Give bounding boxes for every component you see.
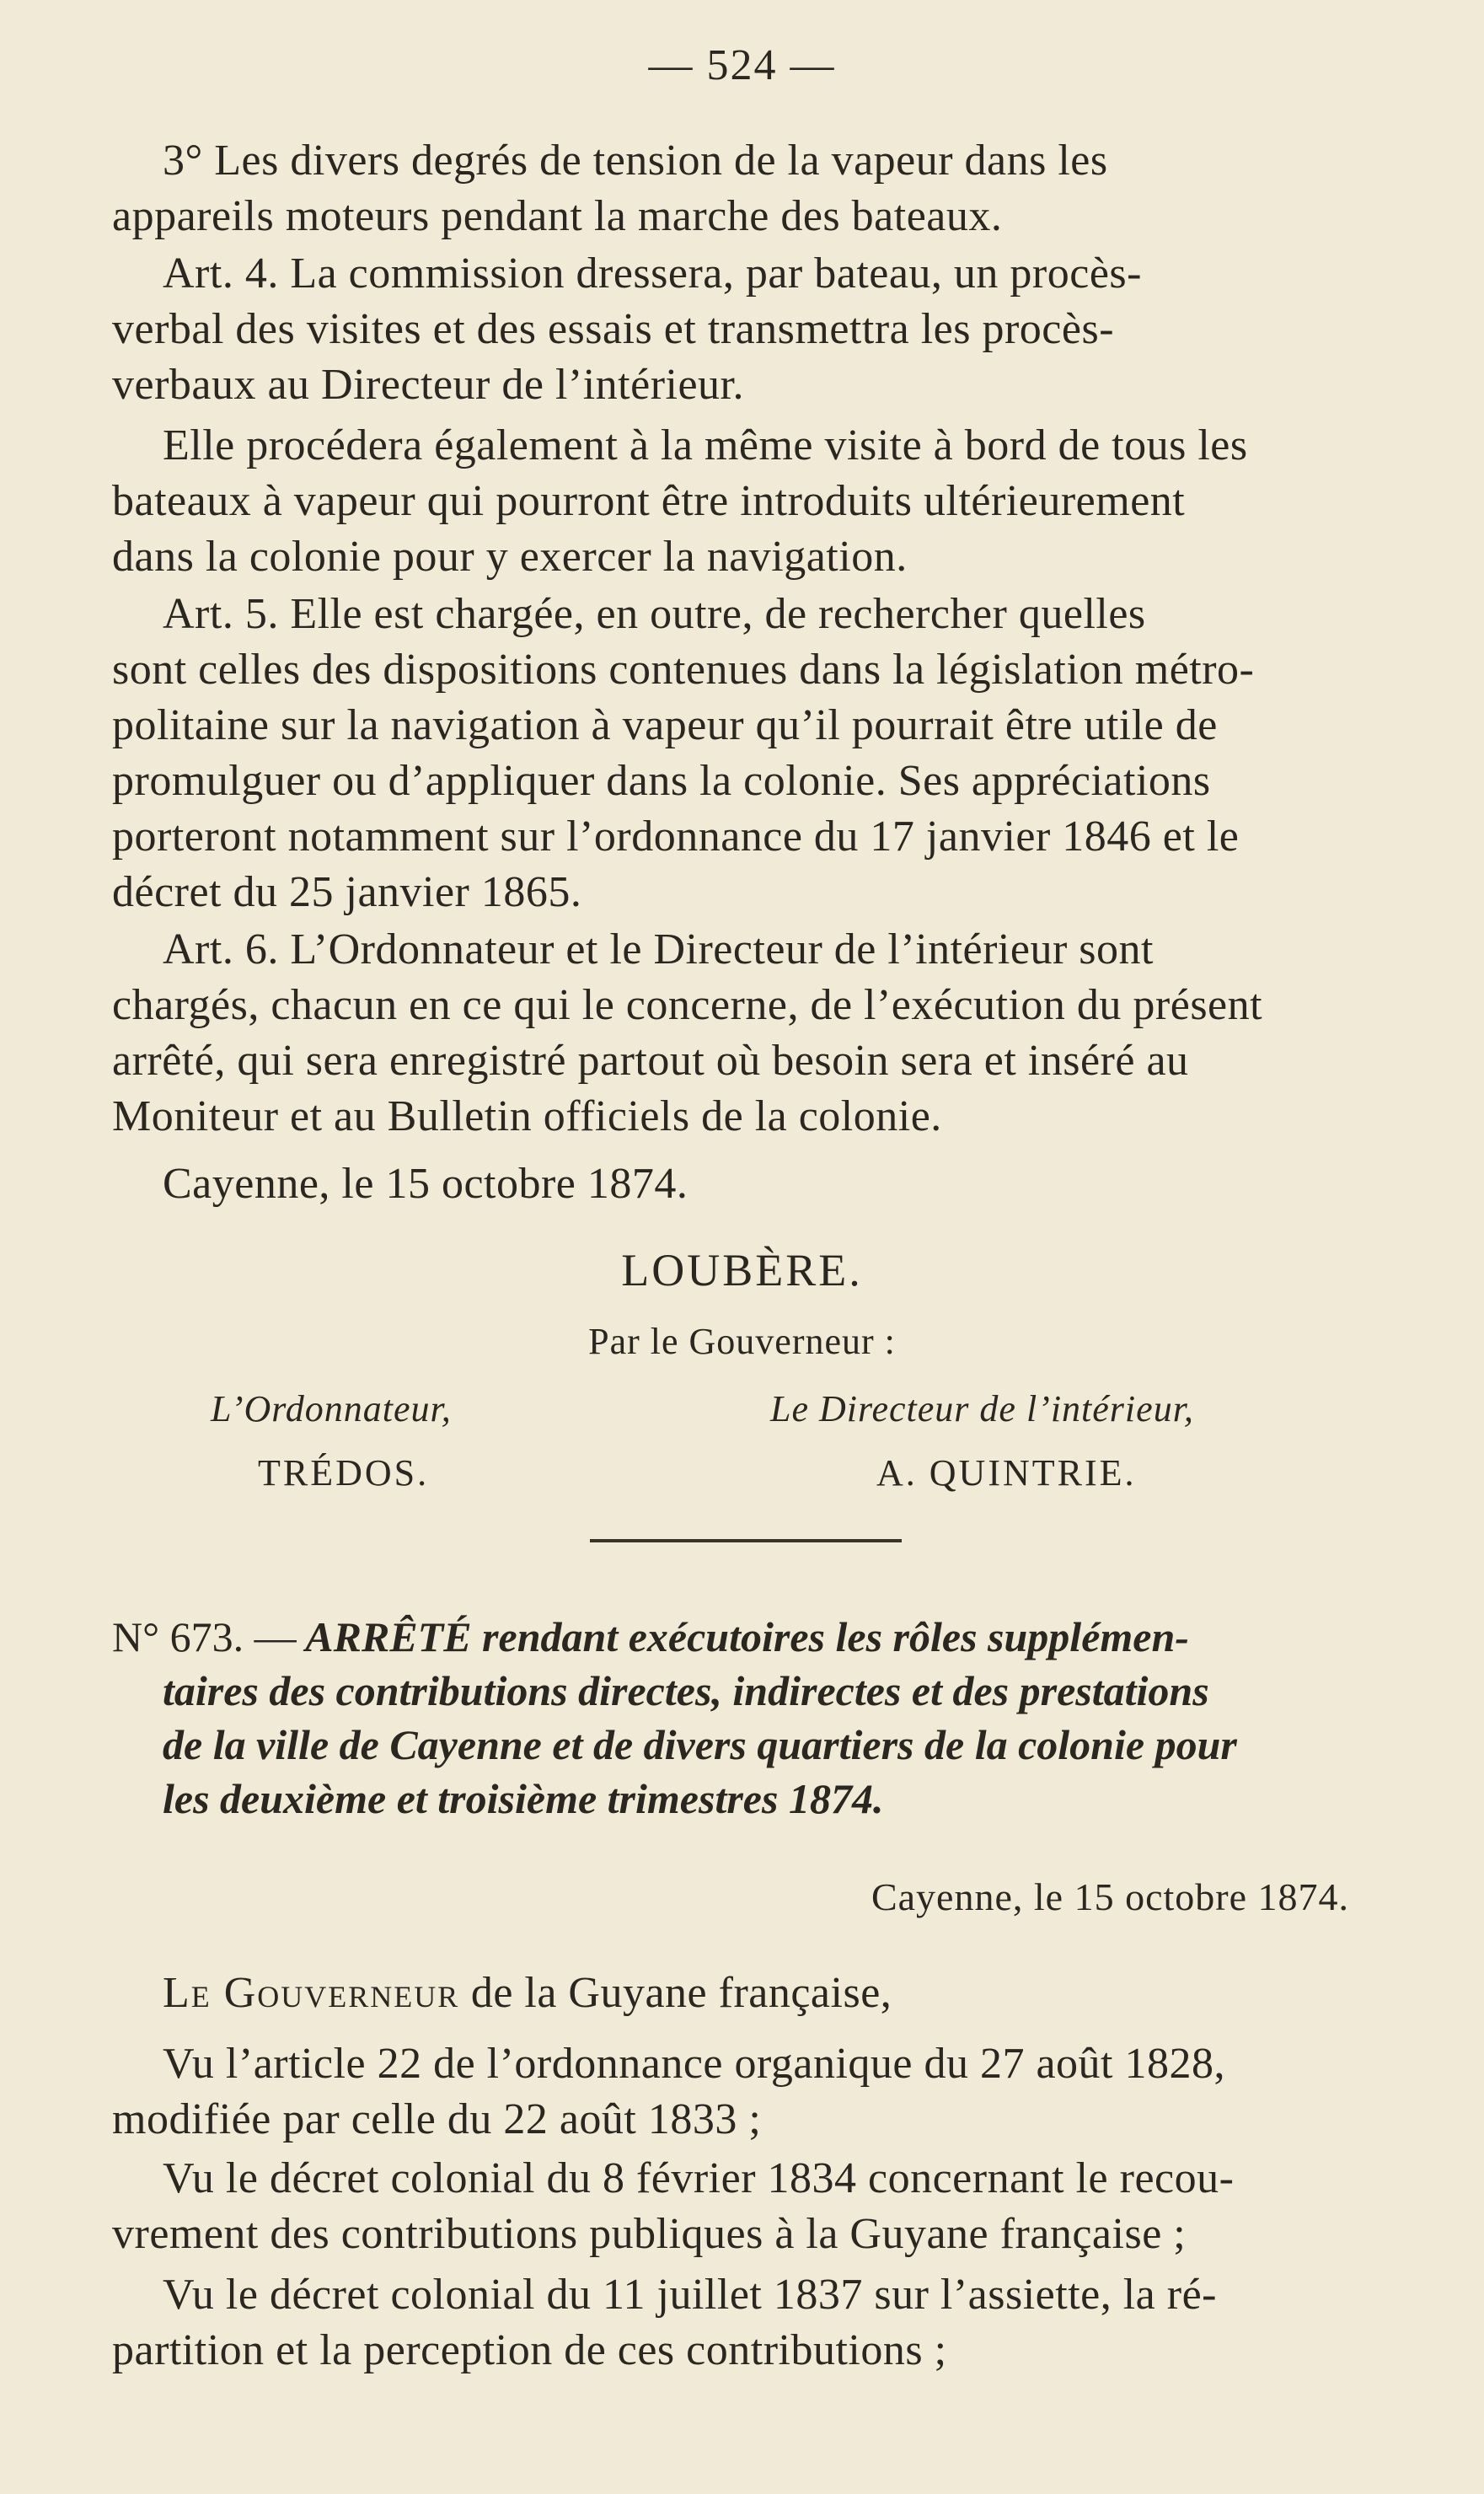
- decree-date: Cayenne, le 15 octobre 1874.: [871, 1875, 1349, 1918]
- text-line: 3° Les divers degrés de tension de la vapeur dans les: [163, 137, 1108, 185]
- text-line: Art. 6. L’Ordonnateur et le Directeur de l’intérieur sont: [163, 925, 1154, 973]
- title-line: de la ville de Cayenne et de divers quartiers de la colonie pour: [163, 1721, 1237, 1768]
- paragraph-art-4: [112, 246, 1386, 413]
- ordonnateur-name: TRÉDOS.: [258, 1452, 430, 1494]
- ordonnateur-title: L’Ordonnateur,: [211, 1388, 452, 1429]
- text-line: arrêté, qui sera enregistré partout où besoin sera et inséré au: [112, 1037, 1189, 1085]
- text-line: Art. 4. La commission dressera, par bateau, un procès-: [163, 249, 1142, 298]
- paragraph-art-5: [112, 587, 1386, 920]
- title-line: ARRÊTÉ rendant exécutoires les rôles supplémen-: [305, 1613, 1189, 1660]
- signature-governor: LOUBÈRE.: [621, 1245, 863, 1295]
- text-line: Moniteur et au Bulletin officiels de la colonie.: [112, 1092, 942, 1140]
- text-line: appareils moteurs pendant la marche des bateaux.: [112, 192, 1003, 240]
- paragraph-gouverneur: [112, 1966, 1386, 2021]
- text-line: bateaux à vapeur qui pourront être introduits ultérieurement: [112, 477, 1186, 525]
- text-line: décret du 25 janvier 1865.: [112, 868, 582, 916]
- title-line: les deuxième et troisième trimestres 1874.: [163, 1775, 884, 1822]
- gouverneur-rest: de la Guyane française,: [459, 1969, 892, 2017]
- paragraph-vu-3: [112, 2267, 1386, 2379]
- page-number: — 524 —: [648, 41, 836, 89]
- text-line: sont celles des dispositions contenues dans la législation métro-: [112, 646, 1255, 694]
- paragraph-vapeur: [112, 133, 1386, 244]
- text-line: Vu le décret colonial du 8 février 1834 concernant le recou-: [163, 2154, 1235, 2202]
- date-line: [112, 1156, 1386, 1212]
- gouverneur-lead: Le Gouverneur: [163, 1969, 460, 2017]
- directeur-name: A. QUINTRIE.: [876, 1452, 1137, 1494]
- text-line: partition et la perception de ces contributions ;: [112, 2326, 947, 2374]
- text-line: politaine sur la navigation à vapeur qu’il pourrait être utile de: [112, 701, 1218, 749]
- text-line: porteront notamment sur l’ordonnance du 17 janvier 1846 et le: [112, 813, 1240, 861]
- text-line: promulguer ou d’appliquer dans la colonie. Ses appréciations: [112, 757, 1211, 805]
- text-line: verbaux au Directeur de l’intérieur.: [112, 361, 744, 409]
- text-line: Elle procédera également à la même visite à bord de tous les: [163, 421, 1248, 469]
- section-divider: [590, 1539, 902, 1542]
- text-line: verbal des visites et des essais et transmettra les procès-: [112, 305, 1115, 353]
- paragraph-vu-2: [112, 2151, 1386, 2262]
- directeur-title: Le Directeur de l’intérieur,: [770, 1388, 1194, 1429]
- text-line: chargés, chacun en ce qui le concerne, de l’exécution du présent: [112, 981, 1263, 1029]
- text-line: Vu le décret colonial du 11 juillet 1837 sur l’assiette, la ré-: [163, 2271, 1217, 2319]
- text-line: modifiée par celle du 22 août 1833 ;: [112, 2095, 762, 2143]
- paragraph-elle-procedera: [112, 418, 1386, 585]
- text-line: Vu l’article 22 de l’ordonnance organique du 27 août 1828,: [163, 2040, 1226, 2088]
- paragraph-art-6: [112, 922, 1386, 1145]
- decree-number: N° 673. —: [112, 1613, 297, 1660]
- text-line: vrement des contributions publiques à la Guyane française ;: [112, 2210, 1187, 2258]
- paragraph-vu-1: [112, 2036, 1386, 2148]
- date-text: Cayenne, le 15 octobre 1874.: [163, 1160, 688, 1208]
- text-line: Art. 5. Elle est chargée, en outre, de rechercher quelles: [163, 590, 1146, 638]
- par-le-gouverneur: Par le Gouverneur :: [588, 1321, 896, 1362]
- title-line: taires des contributions directes, indirectes et des prestations: [163, 1667, 1209, 1714]
- text-line: dans la colonie pour y exercer la navigation.: [112, 533, 908, 581]
- decree-title: [112, 1610, 1386, 1826]
